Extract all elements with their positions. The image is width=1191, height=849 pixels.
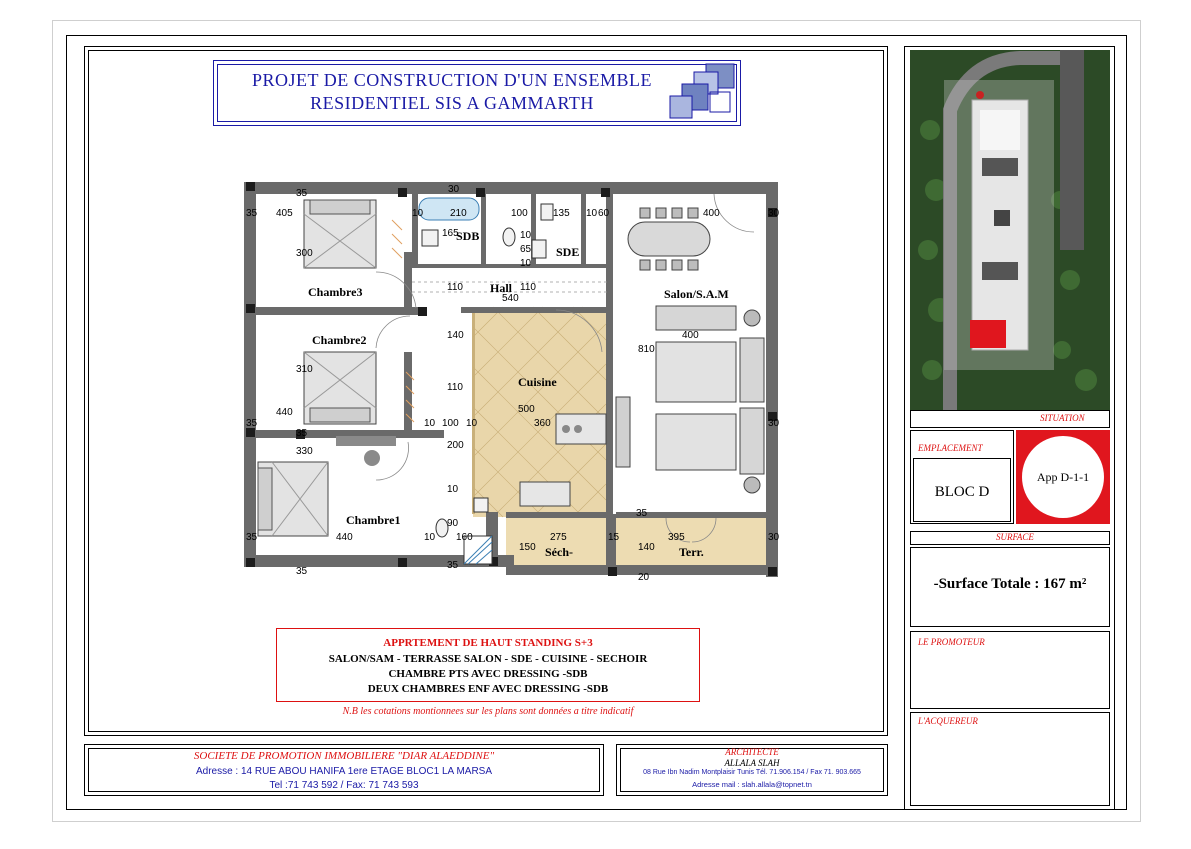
dim-label: 35 (636, 508, 648, 519)
dim-label: 160 (456, 532, 473, 543)
project-title-line2: RESIDENTIEL SIS A GAMMARTH (310, 93, 594, 113)
dim-label: 30 (448, 184, 460, 195)
dim-label: 810 (638, 344, 655, 355)
dim-label: 10 (586, 208, 598, 219)
bed-chambre2 (304, 352, 376, 424)
architect-name: ALLALA SLAH (724, 758, 780, 768)
dim-label: 30 (768, 418, 780, 429)
dim-label: 395 (668, 532, 685, 543)
spec-line-2: CHAMBRE PTS AVEC DRESSING -SDB (388, 668, 588, 680)
dim-label: 10 (424, 418, 436, 429)
room-label-salon: Salon/S.A.M (664, 287, 729, 301)
bloc-value: BLOC D (934, 484, 990, 500)
room-label-chambre1: Chambre1 (346, 513, 401, 527)
situation-label: SITUATION (1040, 413, 1085, 423)
room-label-chambre2: Chambre2 (312, 333, 367, 347)
room-label-cuisine: Cuisine (518, 375, 557, 389)
dim-label: 135 (553, 208, 570, 219)
surface-value: -Surface Totale : 167 m² (933, 576, 1087, 592)
dim-label: 35 (296, 188, 308, 199)
floor-plan (236, 182, 784, 580)
dim-label: 60 (598, 208, 610, 219)
promoter-address: Adresse : 14 RUE ABOU HANIFA 1ere ETAGE BLOC1 LA MARSA (195, 766, 493, 777)
project-title-line1: PROJET DE CONSTRUCTION D'UN ENSEMBLE (252, 70, 652, 90)
dim-label: 35 (296, 566, 308, 577)
dim-label: 65 (520, 244, 532, 255)
dim-label: 150 (519, 542, 536, 553)
dim-label: 35 (296, 428, 308, 439)
dim-label: 110 (447, 282, 463, 293)
situation-marker (970, 320, 1006, 348)
dim-label: 400 (682, 330, 699, 341)
dim-label: 90 (447, 518, 459, 529)
dim-label: 300 (296, 248, 313, 259)
dim-label: 10 (520, 258, 532, 269)
bed-chambre1 (258, 462, 328, 536)
dim-label: 440 (336, 532, 353, 543)
emplacement-label: EMPLACEMENT (918, 443, 983, 453)
dim-label: 540 (502, 293, 519, 304)
dim-label: 10 (447, 484, 459, 495)
dim-label: 10 (466, 418, 478, 429)
room-label-sech: Séch- (545, 545, 573, 559)
dim-label: 140 (447, 330, 464, 341)
room-label-hall: Hall (490, 281, 513, 295)
room-label-chambre3: Chambre3 (308, 285, 363, 299)
apartment-id: App D-1-1 (1036, 470, 1090, 484)
room-label-sde: SDE (556, 245, 580, 259)
bathtub (419, 198, 479, 220)
armchair-1 (656, 342, 736, 402)
dining-table (628, 208, 710, 270)
dim-label: 35 (447, 560, 459, 571)
promoter-phone: Tel :71 743 592 / Fax: 71 743 593 (269, 780, 419, 791)
acquereur-box (910, 712, 1110, 806)
surface-label: SURFACE (996, 532, 1034, 542)
architect-mail: Adresse mail : slah.allala@topnet.tn (692, 780, 812, 789)
dim-label: 210 (450, 208, 467, 219)
dim-label: 10 (520, 230, 532, 241)
dim-label: 200 (447, 440, 464, 451)
promoter-name: SOCIETE DE PROMOTION IMMOBILIERE "DIAR ALAEDDINE" (193, 750, 495, 762)
dim-label: 165 (442, 228, 459, 239)
dim-label: 275 (550, 532, 567, 543)
spec-line-1: SALON/SAM - TERRASSE SALON - SDE - CUISINE - SECHOIR (328, 653, 648, 665)
dim-label: 35 (246, 208, 258, 219)
dim-label: 35 (246, 532, 258, 543)
architect-title: ARCHITECTE (725, 747, 779, 757)
dim-label: 140 (638, 542, 655, 553)
promoteur-label: LE PROMOTEUR (918, 637, 985, 647)
dim-label: 330 (296, 446, 313, 457)
architect-address: 08 Rue Ibn Nadim Montplaisir Tunis Tél. 71.906.154 / Fax 71. 903.665 (643, 769, 861, 776)
room-label-sdb: SDB (456, 229, 480, 243)
spec-line-3: DEUX CHAMBRES ENF AVEC DRESSING -SDB (367, 683, 609, 695)
dim-label: 35 (246, 418, 258, 429)
acquereur-label: L'ACQUEREUR (918, 716, 978, 726)
dim-label: 10 (412, 208, 424, 219)
apartment-badge (1016, 430, 1110, 524)
sofa-right-2 (740, 408, 764, 474)
dim-label: 100 (442, 418, 459, 429)
dim-label: 405 (276, 208, 293, 219)
dim-label: 20 (638, 572, 650, 583)
dim-label: 10 (424, 532, 436, 543)
dim-label: 30 (768, 532, 780, 543)
dim-label: 30 (768, 208, 780, 219)
bed-chambre3 (304, 200, 376, 268)
sofa-top (656, 306, 736, 330)
sofa-right-1 (740, 338, 764, 402)
dim-label: 110 (520, 282, 536, 293)
site-situation-image (910, 50, 1110, 410)
armchair-2 (656, 414, 736, 470)
dim-label: 440 (276, 407, 293, 418)
spec-title: APPRTEMENT DE HAUT STANDING S+3 (383, 637, 593, 649)
dim-label: 400 (703, 208, 720, 219)
dim-label: 110 (447, 382, 463, 393)
dim-label: 15 (608, 532, 620, 543)
room-label-terr: Terr. (679, 545, 704, 559)
dim-label: 500 (518, 404, 535, 415)
dim-label: 310 (296, 364, 313, 375)
dim-label: 100 (511, 208, 528, 219)
title-logo (664, 60, 740, 126)
disclaimer-note: N.B les cotations montionnees sur les plans sont données a titre indicatif (342, 706, 634, 717)
dim-label: 360 (534, 418, 551, 429)
